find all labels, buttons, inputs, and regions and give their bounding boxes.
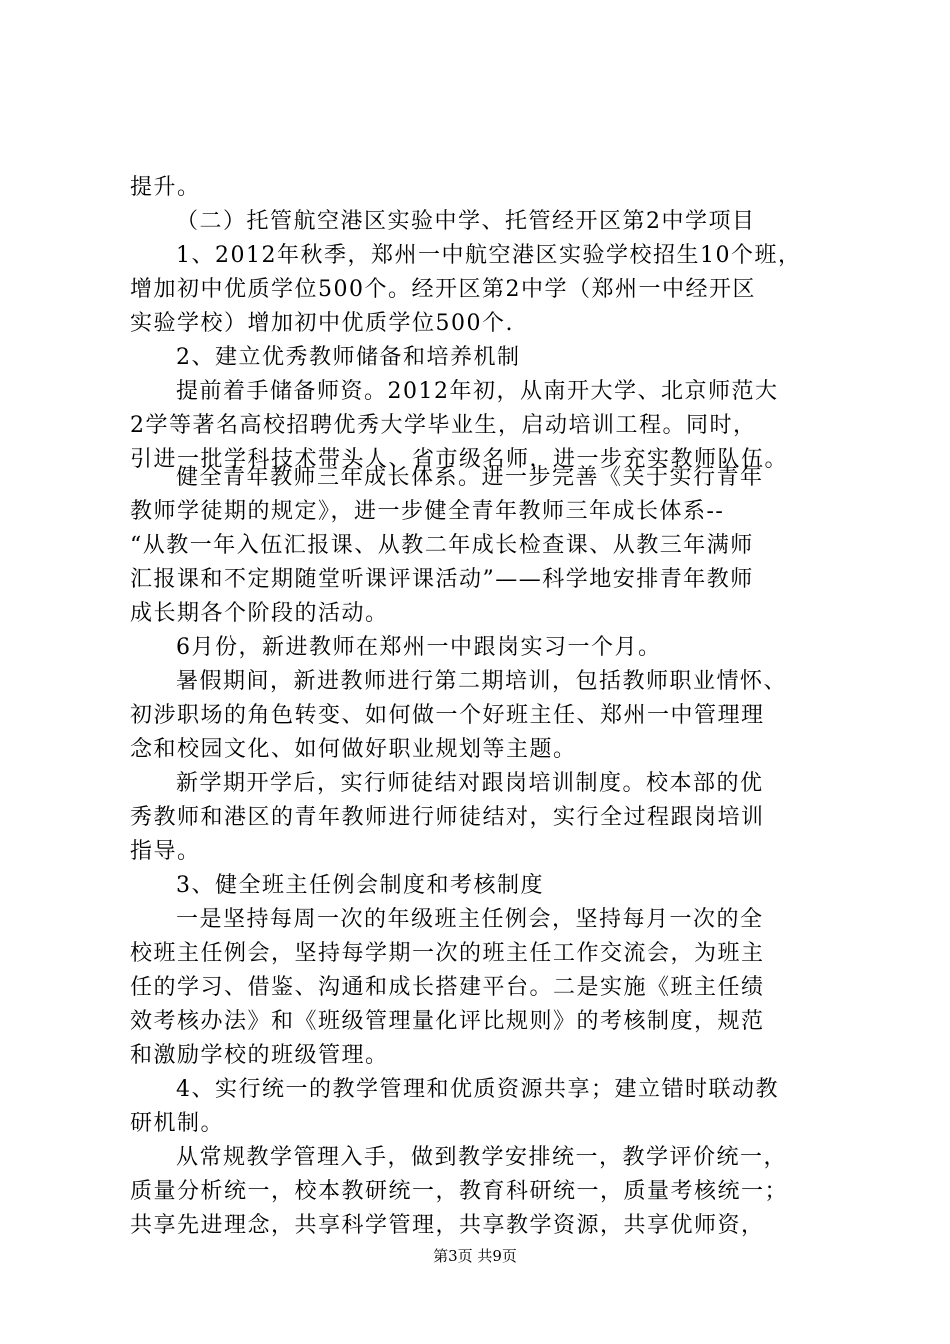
text-line: 质量分析统一，校本教研统一，教育科研统一，质量考核统一； [130, 1179, 789, 1204]
text-line: 汇报课和不定期随堂听课评课活动”——科学地安排青年教师 [130, 567, 754, 592]
text-line: 念和校园文化、如何做好职业规划等主题。 [130, 737, 577, 762]
text-line: 秀教师和港区的青年教师进行师徒结对，实行全过程跟岗培训 [130, 805, 765, 830]
text-line: 1、2012年秋季，郑州一中航空港区实验学校招生10个班， [176, 243, 802, 268]
text-line: 教师学徒期的规定》，进一步健全青年教师三年成长体系-- [130, 499, 725, 524]
text-line: 实验学校）增加初中优质学位500个. [130, 311, 514, 336]
text-line: 从常规教学管理入手，做到教学安排统一，教学评价统一， [176, 1145, 788, 1170]
page-footer: 第3页 共9页 [433, 1247, 517, 1265]
text-line: 提升。 [130, 175, 201, 200]
text-line: 指导。 [130, 839, 201, 864]
text-line: 共享先进理念，共享科学管理，共享教学资源，共享优师资， [130, 1213, 765, 1238]
text-line: 效考核办法》和《班级管理量化评比规则》的考核制度，规范 [130, 1009, 765, 1034]
text-line: 新学期开学后，实行师徒结对跟岗培训制度。校本部的优 [176, 771, 764, 796]
text-line: 引进一批学科技术带头人、省市级名师，进一步充实教师队伍。 [130, 447, 789, 472]
text-line: 暑假期间，新进教师进行第二期培训，包括教师职业情怀、 [176, 669, 788, 694]
section-heading: 2、建立优秀教师储备和培养机制 [176, 345, 521, 370]
text-line: 6月份，新进教师在郑州一中跟岗实习一个月。 [176, 635, 662, 660]
text-line: 研机制。 [130, 1111, 225, 1136]
text-line: 2学等著名高校招聘优秀大学毕业生，启动培训工程。同时， [130, 413, 757, 438]
text-line: 一是坚持每周一次的年级班主任例会，坚持每月一次的全 [176, 907, 764, 932]
section-heading: 4、实行统一的教学管理和优质资源共享；建立错时联动教 [176, 1077, 779, 1102]
text-line: 和激励学校的班级管理。 [130, 1043, 389, 1068]
text-line: 增加初中优质学位500个。经开区第2中学（郑州一中经开区 [130, 277, 756, 302]
text-line: 成长期各个阶段的活动。 [130, 601, 389, 626]
text-line: 初涉职场的角色转变、如何做一个好班主任、郑州一中管理理 [130, 703, 765, 728]
section-heading: （二）托管航空港区实验中学、托管经开区第2中学项目 [176, 209, 756, 234]
text-line: 健全青年教师三年成长体系。进一步完善《关于实行青年 [176, 465, 764, 490]
text-line: “从教一年入伍汇报课、从教二年成长检查课、从教三年满师 [130, 533, 754, 558]
text-line: 提前着手储备师资。2012年初，从南开大学、北京师范大 [176, 379, 779, 404]
text-line: 校班主任例会，坚持每学期一次的班主任工作交流会，为班主 [130, 941, 765, 966]
text-line: 任的学习、借鉴、沟通和成长搭建平台。二是实施《班主任绩 [130, 975, 765, 1000]
section-heading: 3、健全班主任例会制度和考核制度 [176, 873, 544, 898]
